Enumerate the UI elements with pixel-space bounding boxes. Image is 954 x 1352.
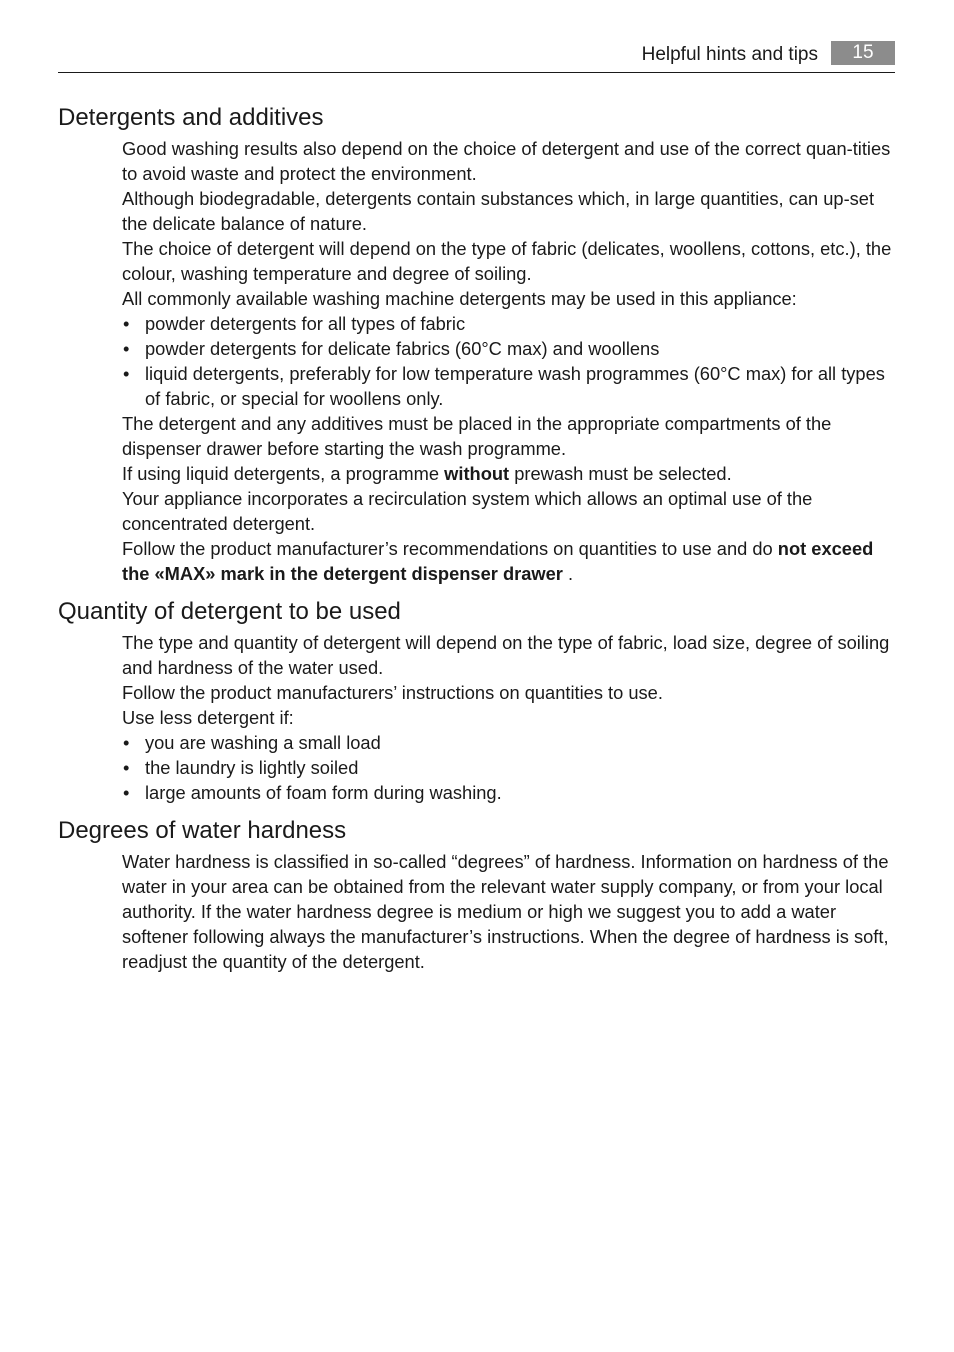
bullet-item	[122, 755, 896, 780]
note-text: prewash must be selected.	[509, 463, 732, 484]
section-body	[122, 630, 896, 805]
page-number-badge: 15	[831, 41, 895, 65]
emphasis-text: not exceed the «MAX» mark in the detergent dispenser drawer	[122, 538, 874, 584]
paragraph: Although biodegradable, detergents contain substances which, in large quantities, can up-set the delicate balance of nature.	[122, 188, 875, 234]
section-body	[122, 136, 896, 586]
paragraph: The choice of detergent will depend on the type of fabric (delicates, woollens, cottons, etc.), the colour, washing temperature and degree of soiling.	[122, 238, 892, 284]
note-text: If using liquid detergents, a programme	[122, 463, 445, 484]
max-mark-note	[122, 536, 896, 586]
paragraph: The type and quantity of detergent will depend on the type of fabric, load size, degree of soiling and hardness of the water used.	[122, 632, 890, 678]
section-title: Degrees of water hardness	[58, 817, 347, 844]
section-title: Quantity of detergent to be used	[58, 598, 401, 625]
paragraph: Use less detergent if:	[122, 707, 294, 728]
paragraph: Your appliance incorporates a recirculation system which allows an optimal use of the concentrated detergent.	[122, 488, 813, 534]
paragraph: All commonly available washing machine detergents may be used in this appliance:	[122, 288, 797, 309]
emphasis-text: without	[444, 463, 510, 484]
bullet-list	[122, 311, 896, 411]
paragraph: Follow the product manufacturers’ instructions on quantities to use.	[122, 682, 663, 703]
document-content	[58, 102, 896, 984]
note-text: Follow the product manufacturer’s recommendations on quantities to use and do	[122, 538, 778, 559]
bullet-item	[122, 336, 896, 361]
section-quantity-of-detergent	[58, 596, 896, 805]
bullet-text: powder detergents for delicate fabrics (60°C max) and woollens	[145, 338, 660, 359]
bullet-item	[122, 311, 896, 336]
paragraph: Good washing results also depend on the choice of detergent and use of the correct quan-tities to avoid waste and protect the environment.	[122, 138, 891, 184]
section-detergents-and-additives	[58, 102, 896, 586]
bullet-item	[122, 730, 896, 755]
bullet-text: powder detergents for all types of fabric	[145, 313, 466, 334]
section-water-hardness	[58, 815, 896, 974]
bullet-text: liquid detergents, preferably for low temperature wash programmes (60°C max) for all types of fabric, or special for woollens only.	[145, 363, 885, 409]
liquid-detergent-note	[122, 461, 896, 486]
note-text: .	[562, 563, 574, 584]
section-body	[122, 849, 896, 974]
paragraph: The detergent and any additives must be placed in the appropriate compartments of the dispenser drawer before starting the wash programme.	[122, 413, 832, 459]
page-header	[58, 40, 895, 73]
bullet-text: large amounts of foam form during washing.	[145, 782, 502, 803]
bullet-item	[122, 780, 896, 805]
bullet-icon: •	[123, 338, 130, 359]
bullet-icon: •	[123, 782, 130, 803]
bullet-text: you are washing a small load	[145, 732, 381, 753]
bullet-icon: •	[123, 732, 130, 753]
section-title: Detergents and additives	[58, 104, 324, 131]
paragraph: Water hardness is classified in so-called “degrees” of hardness. Information on hardness of the water in your area can be obtained from the relevant water supply company, or from your local authority. If the water hardness degree is medium or high we suggest you to add a water softener following always the manufacturer’s instructions. When the degree of hardness is soft, readjust the quantity of the detergent.	[122, 851, 889, 972]
bullet-item	[122, 361, 896, 411]
bullet-icon: •	[123, 757, 130, 778]
bullet-text: the laundry is lightly soiled	[145, 757, 359, 778]
bullet-list	[122, 730, 896, 805]
header-title: Helpful hints and tips	[641, 44, 818, 65]
bullet-icon: •	[123, 313, 130, 334]
bullet-icon: •	[123, 363, 130, 384]
